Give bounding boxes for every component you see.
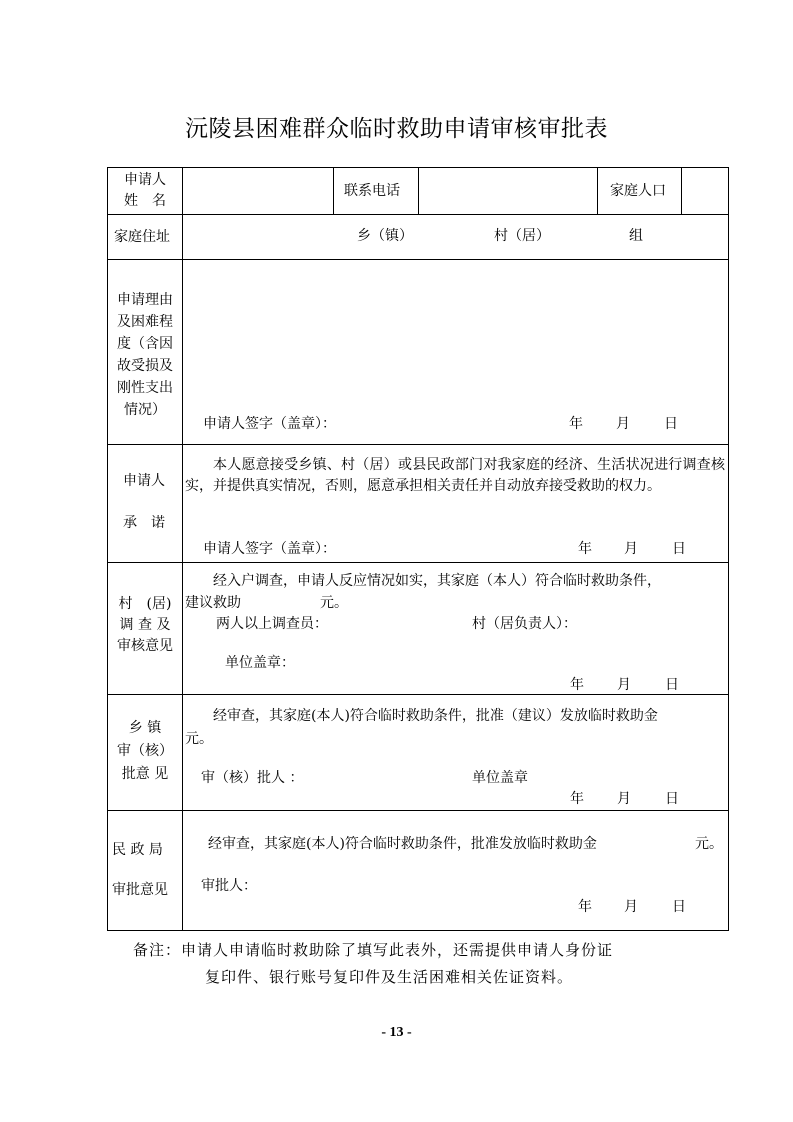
village-review-label-line: 村 (居) xyxy=(118,596,172,612)
date-year-label: 年 xyxy=(578,541,592,557)
investigators-label: 两人以上调查员： xyxy=(216,616,328,632)
applicant-name-label-line1: 申请人 xyxy=(124,172,166,188)
village-review-text-line2b: 元。 xyxy=(320,595,348,611)
civil-affairs-text-unit: 元。 xyxy=(695,836,723,852)
village-review-text-line2a: 建议救助 xyxy=(185,595,241,611)
civil-affairs-text: 经审查，其家庭(本人)符合临时救助条件，批准发放临时救助金 xyxy=(208,836,597,852)
table-row-divider xyxy=(107,562,729,563)
phone-label: 联系电话 xyxy=(344,183,400,199)
address-group-label: 组 xyxy=(629,228,643,244)
reason-label-line: 情况） xyxy=(124,402,166,418)
table-border-right xyxy=(728,167,729,931)
address-village-label: 村（居） xyxy=(494,228,550,244)
commitment-label-line2: 承 诺 xyxy=(123,515,165,531)
township-review-label-line: 批意 见 xyxy=(121,766,169,782)
village-review-text-line1: 经入户调查，申请人反应情况如实，其家庭（本人）符合临时救助条件， xyxy=(213,573,661,589)
date-month-label: 月 xyxy=(616,416,630,432)
township-review-label-line: 审（核） xyxy=(117,743,173,759)
date-day-label: 日 xyxy=(664,416,678,432)
approved-amount-field[interactable] xyxy=(632,832,694,854)
date-month-label: 月 xyxy=(617,791,631,807)
date-day-label: 日 xyxy=(665,677,679,693)
address-field[interactable] xyxy=(184,216,727,258)
reason-label-line: 故受损及 xyxy=(117,358,173,374)
date-year-label: 年 xyxy=(570,677,584,693)
village-review-label-line: 审核意见 xyxy=(117,638,173,654)
civil-affairs-approver-label: 审批人： xyxy=(201,878,257,894)
applicant-signature-label: 申请人签字（盖章）： xyxy=(203,416,336,432)
address-label: 家庭住址 xyxy=(114,229,170,245)
table-row-divider xyxy=(107,810,729,811)
date-month-label: 月 xyxy=(624,541,638,557)
table-row-divider xyxy=(107,444,729,445)
household-size-label: 家庭人口 xyxy=(610,183,666,199)
reason-label xyxy=(108,289,182,421)
date-day-label: 日 xyxy=(672,899,686,915)
applicant-name-field[interactable] xyxy=(184,169,332,213)
township-reviewer-label: 审（核）批人 ： xyxy=(201,770,304,786)
phone-field[interactable] xyxy=(420,169,596,213)
commitment-signature-label: 申请人签字（盖章）： xyxy=(203,541,336,557)
reason-label-line: 刚性支出 xyxy=(117,380,173,396)
township-review-text-line1: 经审查，其家庭(本人)符合临时救助条件，批准（建议）发放临时救助金 xyxy=(213,708,658,724)
page-title: 沅陵县困难群众临时救助申请审核审批表 xyxy=(185,116,608,142)
reason-label-line: 及困难程 xyxy=(117,314,173,330)
date-year-label: 年 xyxy=(570,791,584,807)
commitment-label-line1: 申请人 xyxy=(123,473,165,489)
commitment-text: 本人愿意接受乡镇、村（居）或县民政部门对我家庭的经济、生活状况进行调查核实，并提供真实情况，否则，愿意承担相关责任并自动放弃接受救助的权力。 xyxy=(185,457,725,494)
note-line2: 复印件、银行账号复印件及生活困难相关佐证资料。 xyxy=(205,968,574,986)
date-month-label: 月 xyxy=(617,677,631,693)
applicant-name-label-line2: 姓 名 xyxy=(124,193,166,209)
township-review-label-line: 乡 镇 xyxy=(128,720,162,736)
date-year-label: 年 xyxy=(578,899,592,915)
date-day-label: 日 xyxy=(665,791,679,807)
township-unit-seal-label: 单位盖章 xyxy=(472,770,528,786)
table-border-bottom xyxy=(107,930,729,931)
date-day-label: 日 xyxy=(672,541,686,557)
reason-label-line: 申请理由 xyxy=(117,292,173,308)
civil-affairs-label-line1: 民 政 局 xyxy=(112,842,163,858)
township-review-label xyxy=(108,717,182,786)
table-cell-divider xyxy=(333,167,334,215)
applicant-name-label xyxy=(108,170,182,212)
household-size-field[interactable] xyxy=(683,169,727,213)
table-cell-divider xyxy=(597,167,598,215)
address-township-label: 乡（镇） xyxy=(357,228,413,244)
village-head-label: 村（居负责人）： xyxy=(472,616,577,632)
village-review-label-line: 调 查 及 xyxy=(119,617,171,633)
village-unit-seal-label: 单位盖章： xyxy=(225,655,295,671)
village-review-label xyxy=(108,594,182,657)
reason-text-area[interactable] xyxy=(184,261,727,406)
suggested-amount-field[interactable] xyxy=(246,591,318,613)
civil-affairs-label-line2: 审批意见 xyxy=(112,882,168,898)
township-review-text-line2: 元。 xyxy=(185,731,213,747)
reason-label-line: 度（含因 xyxy=(117,336,173,352)
date-month-label: 月 xyxy=(624,899,638,915)
date-year-label: 年 xyxy=(569,416,583,432)
table-border-left xyxy=(107,167,108,931)
page-number: - 13 - xyxy=(381,1025,412,1040)
table-row-divider xyxy=(107,694,729,695)
note-line1: 备注：申请人申请临时救助除了填写此表外，还需提供申请人身份证 xyxy=(133,941,614,959)
